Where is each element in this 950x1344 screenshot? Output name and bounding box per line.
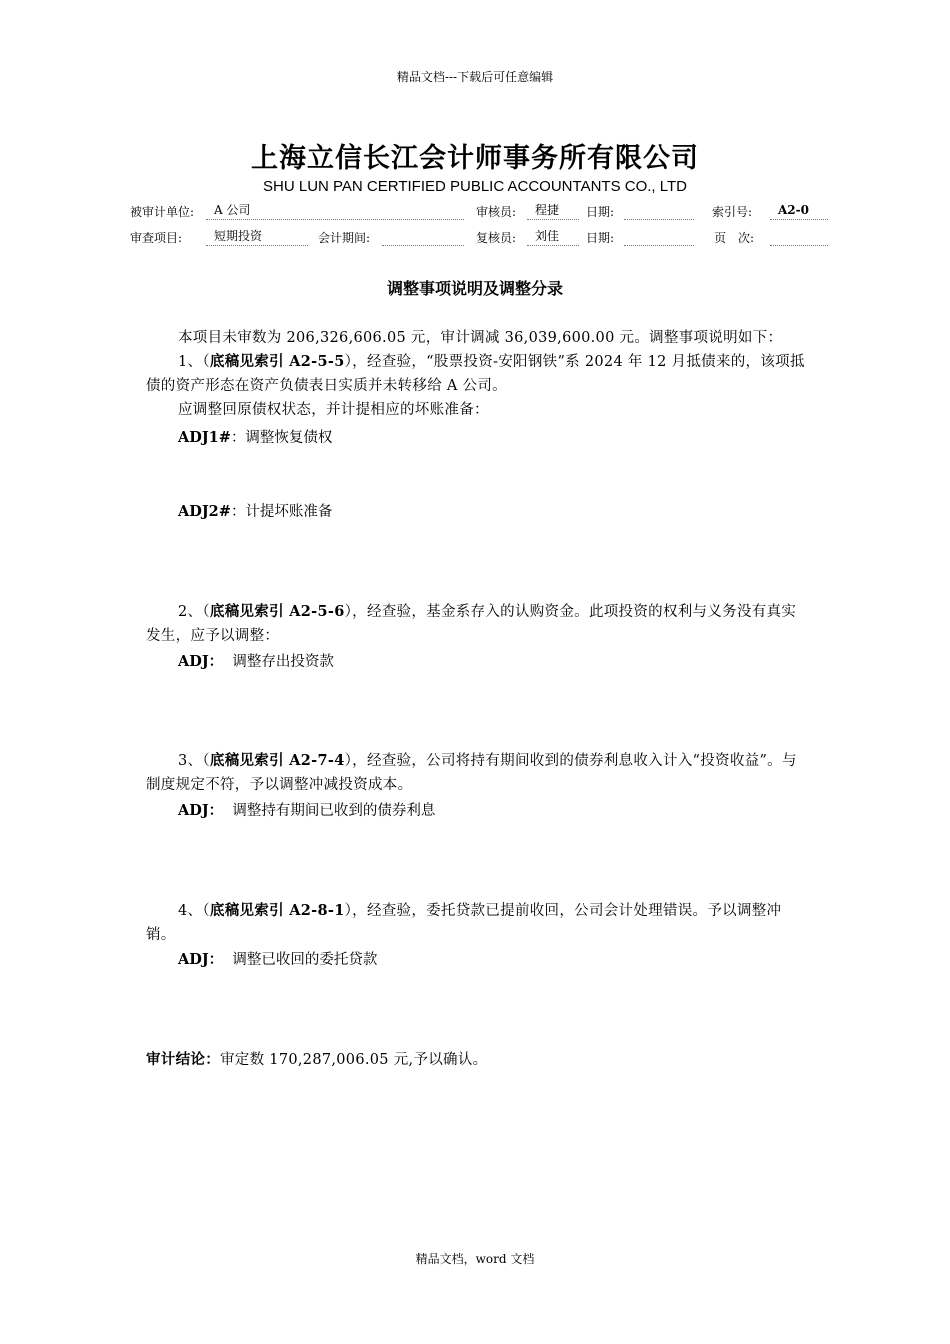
rechecker-value: 刘佳 [527, 228, 579, 246]
adj-text: ：计提坏账准备 [230, 504, 333, 520]
adj-label: ADJ： [178, 802, 224, 819]
item-2-text: ），经查验，基金系存入的认购资金。此项投资的权利与义务没有真实发生，应予以调整： [146, 604, 797, 644]
rechecker-label: 复核员: [476, 231, 517, 245]
adj-text: 调整存出投资款 [232, 654, 334, 670]
period-label: 会计期间: [318, 231, 371, 245]
page-label: 页 次: [714, 231, 755, 245]
item-1-paragraph [146, 350, 806, 398]
item-3-adj [178, 799, 435, 823]
item-4-paragraph [146, 899, 806, 947]
document-title: 调整事项说明及调整分录 [386, 279, 563, 298]
item-2-adj [178, 650, 334, 674]
date-label-2: 日期: [586, 231, 615, 245]
watermark-bottom: 精品文档，word 文档 [415, 1252, 535, 1266]
firm-name-en: SHU LUN PAN CERTIFIED PUBLIC ACCOUNTANTS CO., LTD [263, 178, 687, 195]
conclusion-text: 审定数 170,287,006.05 元,予以确认。 [220, 1052, 488, 1068]
item-4-ref: 底稿见索引 A2-8-1 [209, 902, 345, 919]
adj-label: ADJ： [178, 951, 224, 968]
item-4-adj [178, 948, 377, 972]
date-value-1 [624, 202, 694, 220]
adj-label: ADJ： [178, 653, 224, 670]
item-value: 短期投资 [206, 228, 308, 246]
item-3-ref: 底稿见索引 A2-7-4 [209, 752, 345, 769]
adj-text: 调整持有期间已收到的债券利息 [232, 803, 436, 819]
date-label-1: 日期: [586, 205, 615, 219]
client-label: 被审计单位: [130, 205, 195, 219]
item-2-paragraph [146, 600, 806, 648]
item-label: 审查项目: [130, 231, 183, 245]
index-label: 索引号: [712, 205, 753, 219]
item-4-text: ），经查验，委托贷款已提前收回，公司会计处理错误。予以调整冲销。 [146, 903, 782, 943]
reviewer-value: 程捷 [527, 202, 579, 220]
item-1-extra: 应调整回原债权状态，并计提相应的坏账准备： [178, 402, 489, 418]
page-value [770, 228, 828, 246]
item-1-ref: 底稿见索引 A2-5-5 [209, 353, 345, 370]
client-value: A 公司 [206, 202, 464, 220]
item-2-ref: 底稿见索引 A2-5-6 [209, 603, 345, 620]
adj-label: ADJ1# [178, 429, 231, 446]
item-3-paragraph [146, 749, 806, 797]
firm-name-cn: 上海立信长江会计师事务所有限公司 [251, 143, 699, 174]
item-3-text: ），经查验，公司将持有期间收到的债券利息收入计入“投资收益”。与制度规定不符，予以调整冲减投资成本。 [146, 753, 797, 793]
reviewer-label: 审核员: [476, 205, 517, 219]
item-4-number: 4、（ [178, 903, 210, 919]
watermark-top: 精品文档---下载后可任意编辑 [396, 70, 554, 84]
adj-text: 调整已收回的委托贷款 [232, 952, 378, 968]
index-value: A2-0 [770, 202, 828, 220]
item-1-adj-1 [178, 426, 332, 450]
intro-paragraph: 本项目未审数为 206,326,606.05 元，审计调减 36,039,600.00 元。调整事项说明如下： [178, 330, 783, 346]
date-value-2 [624, 228, 694, 246]
audit-conclusion [146, 1048, 806, 1072]
item-1-text: ），经查验，“股票投资-安阳钢铁”系 2024 年 12 月抵债来的，该项抵债的资产形态在资产负债表日实质并未转移给 A 公司。 [146, 354, 805, 394]
item-3-number: 3、（ [178, 753, 210, 769]
adj-label: ADJ2# [178, 503, 231, 520]
period-value [382, 228, 464, 246]
adj-text: ：调整恢复债权 [230, 430, 333, 446]
conclusion-label: 审计结论： [146, 1051, 220, 1068]
item-1-number: 1、（ [178, 354, 210, 370]
item-1-adj-2 [178, 500, 332, 524]
item-2-number: 2、（ [178, 604, 210, 620]
